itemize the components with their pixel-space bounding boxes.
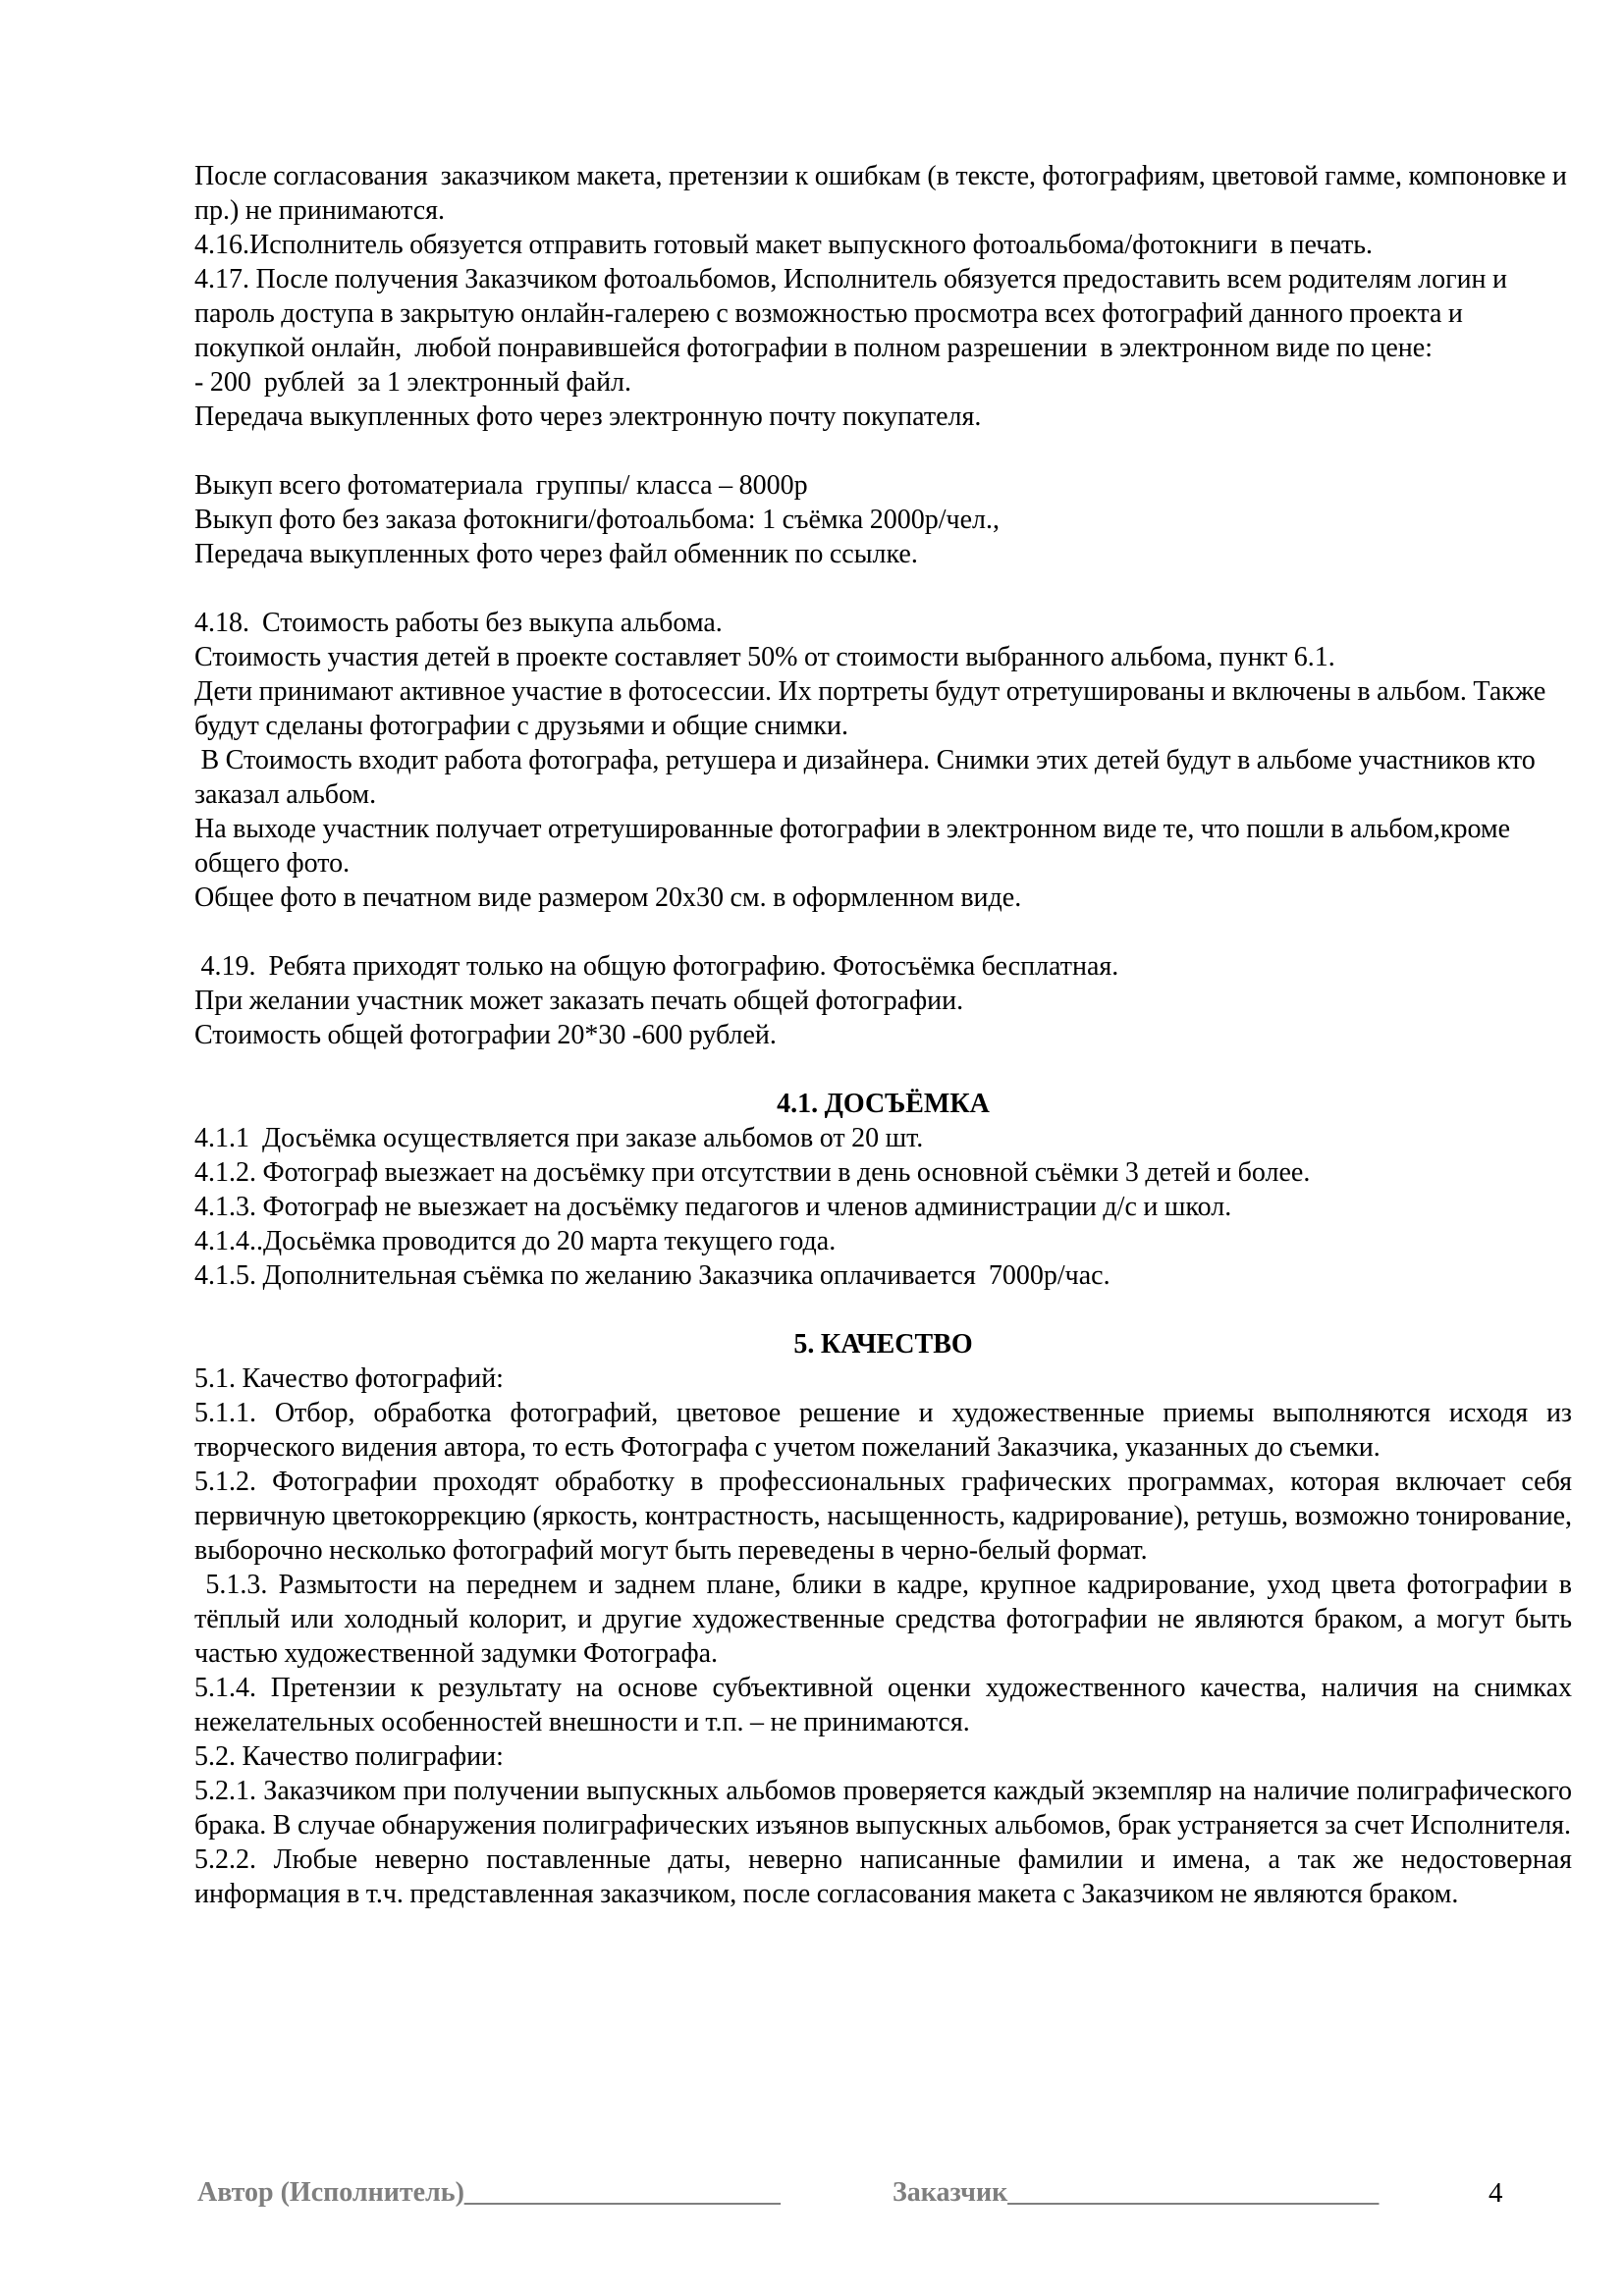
paragraph: 4.1.3. Фотограф не выезжает на досъёмку педагогов и членов администрации д/с и школ. <box>194 1192 1232 1222</box>
paragraph: 4.1.1 Досъёмка осуществляется при заказе альбомов от 20 шт. <box>194 1123 924 1153</box>
paragraph: 4.1.2. Фотограф выезжает на досъёмку при отсутствии в день основной съёмки 3 детей и более. <box>194 1157 1311 1188</box>
paragraph: 4.17. После получения Заказчиком фотоальбомов, Исполнитель обязуется предоставить всем родителям логин и пароль доступа в закрытую онлайн-галерею с возможностью просмотра всех фотографий данного проекта и покупкой онлайн, любой понравившейся фотографии в полном разрешении в электронном виде по цене: <box>194 264 1514 363</box>
author-signature-line: Автор (Исполнитель)_______________________ <box>197 2177 781 2208</box>
paragraph: 4.1.5. Дополнительная съёмка по желанию Заказчика оплачивается 7000р/час. <box>194 1260 1110 1291</box>
section-heading: 5. КАЧЕСТВО <box>793 1329 973 1360</box>
page-footer <box>0 2177 1624 2216</box>
paragraph: В Стоимость входит работа фотографа, ретушера и дизайнера. Снимки этих детей будут в альбоме участников кто заказал альбом. <box>194 745 1543 810</box>
paragraph: 4.1.4..Досьёмка проводится до 20 марта текущего года. <box>194 1226 837 1256</box>
spacer <box>194 1293 1572 1327</box>
paragraph: При желании участник может заказать печать общей фотографии. <box>194 986 964 1016</box>
paragraph: 5.1.4. Претензии к результату на основе субъективной оценки художественного качества, наличия на снимках нежелательных особенностей внешности и т.п. – не принимаются. <box>194 1673 1579 1737</box>
paragraph: Стоимость участия детей в проекте составляет 50% от стоимости выбранного альбома, пункт 6.1. <box>194 642 1335 672</box>
paragraph: 4.18. Стоимость работы без выкупа альбома. <box>194 608 723 638</box>
paragraph: 5.1.3. Размытости на переднем и заднем плане, блики в кадре, крупное кадрирование, уход цвета фотографии в тёплый или холодный колорит, и другие художественные средства фотографии не являются браком, а могут быть частью художественной задумки Фотографа. <box>194 1570 1579 1669</box>
paragraph: 5.1.1. Отбор, обработка фотографий, цветовое решение и художественные приемы выполняются исходя из творческого видения автора, то есть Фотографа с учетом пожеланий Заказчика, указанных до съемки. <box>194 1398 1579 1463</box>
page-number: 4 <box>1489 2177 1503 2209</box>
paragraph: На выходе участник получает отретушированные фотографии в электронном виде те, что пошли в альбом,кроме общего фото. <box>194 814 1517 879</box>
document-body <box>194 159 1579 1911</box>
paragraph: 5.2.2. Любые неверно поставленные даты, неверно написанные фамилии и имена, а так же недостоверная информация в т.ч. представленная заказчиком, после согласования макета с Заказчиком не являются браком. <box>194 1844 1579 1909</box>
paragraph: 4.16.Исполнитель обязуется отправить готовый макет выпускного фотоальбома/фотокниги в печать. <box>194 230 1374 260</box>
paragraph: Дети принимают активное участие в фотосессии. Их портреты будут отретушированы и включены в альбом. Также будут сделаны фотографии с друзьями и общие снимки. <box>194 676 1552 741</box>
customer-signature-line: Заказчик___________________________ <box>893 2177 1380 2208</box>
section-heading: 4.1. ДОСЪЁМКА <box>777 1089 990 1119</box>
paragraph: Общее фото в печатном виде размером 20х30 см. в оформленном виде. <box>194 882 1022 913</box>
spacer <box>194 571 1572 606</box>
paragraph: 4.19. Ребята приходят только на общую фотографию. Фотосъёмка бесплатная. <box>194 951 1119 982</box>
paragraph: 5.1.2. Фотографии проходят обработку в профессиональных графических программах, которая включает себя первичную цветокоррекцию (яркость, контрастность, насыщенность, кадрирование), ретушь, возможно тонирование, выборочно несколько фотографий могут быть переведены в черно-белый формат. <box>194 1467 1579 1566</box>
paragraph: 5.2.1. Заказчиком при получении выпускных альбомов проверяется каждый экземпляр на наличие полиграфического брака. В случае обнаружения полиграфических изъянов выпускных альбомов, брак устраняется за счет Исполнителя. <box>194 1776 1579 1841</box>
paragraph: Стоимость общей фотографии 20*30 -600 рублей. <box>194 1020 777 1050</box>
paragraph: Выкуп всего фотоматериала группы/ класса – 8000р <box>194 470 808 501</box>
paragraph: Передача выкупленных фото через файл обменник по ссылке. <box>194 539 918 569</box>
spacer <box>194 915 1572 949</box>
paragraph: Передача выкупленных фото через электронную почту покупателя. <box>194 401 982 432</box>
spacer <box>194 434 1572 468</box>
paragraph: 5.1. Качество фотографий: <box>194 1363 504 1394</box>
paragraph: - 200 рублей за 1 электронный файл. <box>194 367 632 398</box>
paragraph: Выкуп фото без заказа фотокниги/фотоальбома: 1 съёмка 2000р/чел., <box>194 505 1000 535</box>
spacer <box>194 1052 1572 1087</box>
paragraph: После согласования заказчиком макета, претензии к ошибкам (в тексте, фотографиям, цветовой гамме, компоновке и пр.) не принимаются. <box>194 161 1574 226</box>
paragraph: 5.2. Качество полиграфии: <box>194 1741 504 1772</box>
